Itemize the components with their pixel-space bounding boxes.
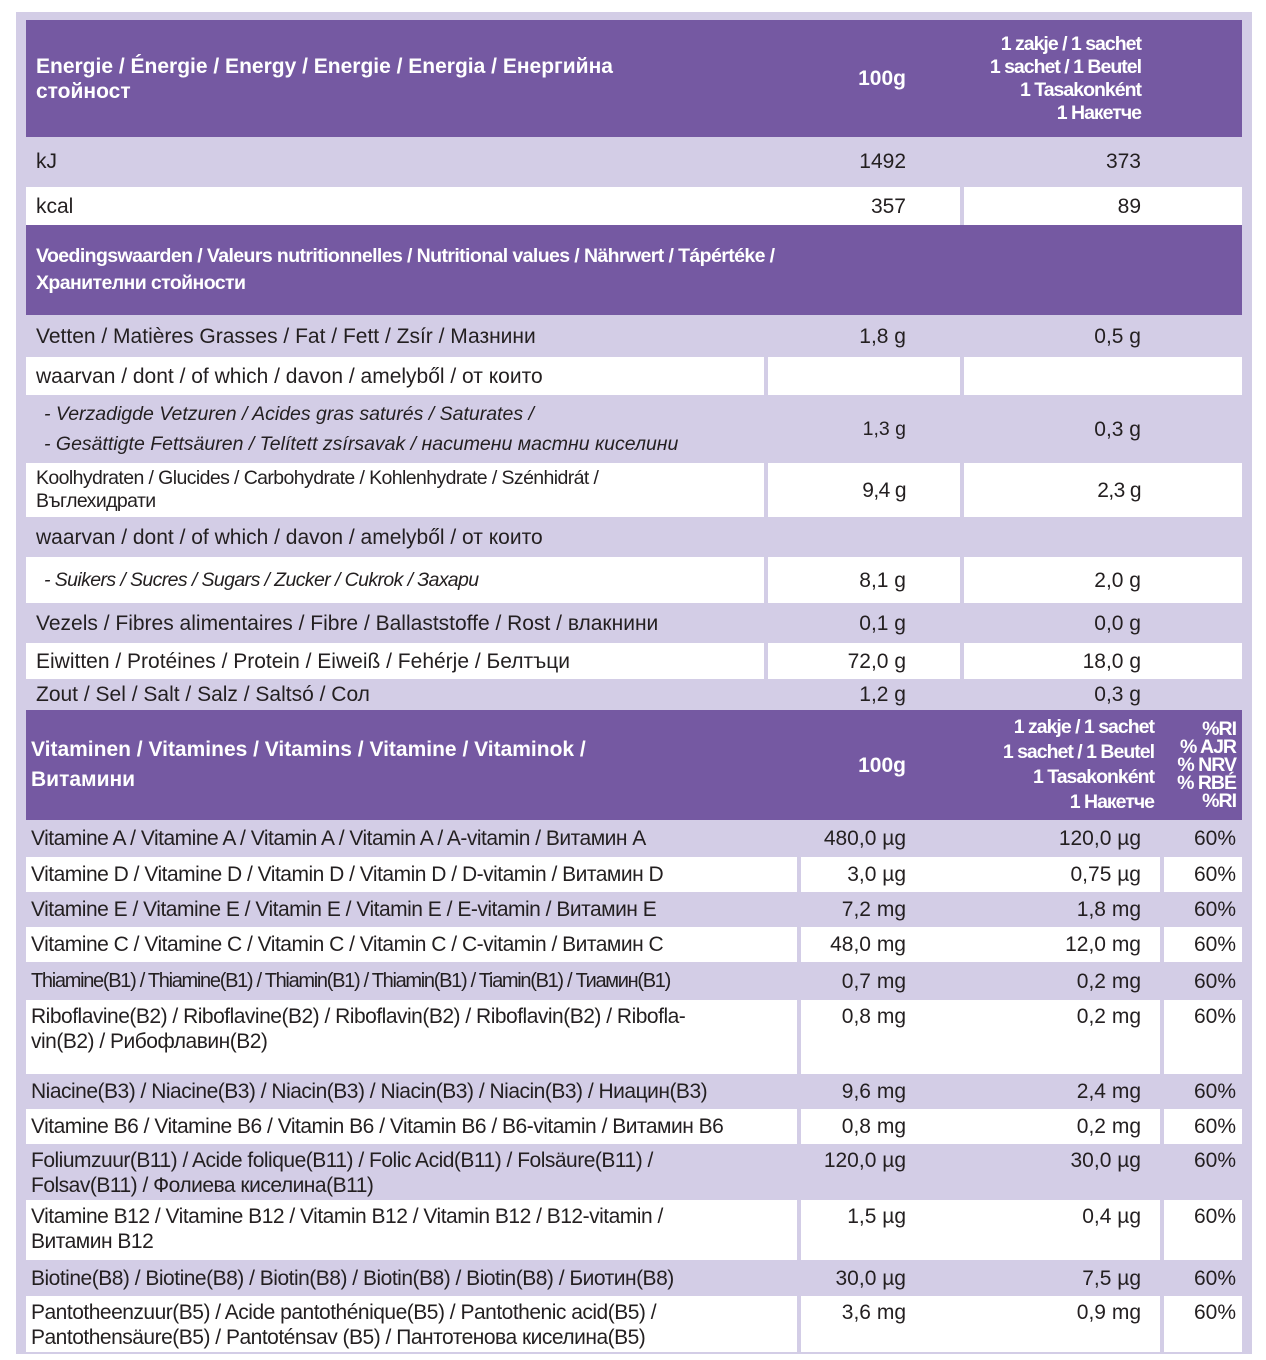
vitamins-col-sachet <box>926 710 1154 820</box>
vitamins-col-ri <box>1166 710 1236 820</box>
value-sachet: 18,0 g <box>1082 649 1141 673</box>
table-row <box>26 1000 1242 1074</box>
row-label-text: Vitamine D / Vitamine D / Vitamin D / Vitamin D / D-vitamin / Витамин D <box>31 863 664 886</box>
table-row <box>26 927 1242 962</box>
value-ri: 60% <box>1193 933 1236 956</box>
value-sachet: 373 <box>1105 149 1141 173</box>
value-100g: 0,8 mg <box>841 1005 906 1028</box>
value-sachet: 2,0 g <box>1094 568 1141 592</box>
table-row <box>26 1074 1242 1109</box>
ri-line-5: %RI <box>1202 790 1236 812</box>
table-row <box>26 315 1242 357</box>
table-row <box>26 679 1242 709</box>
row-label: Zout / Sel / Salt / Salz / Saltsó / Сол <box>36 682 370 706</box>
row-label <box>26 1144 796 1200</box>
ri-line-4: % RBÉ <box>1177 772 1236 794</box>
row-label-text: Vitamine B6 / Vitamine B6 / Vitamin B6 / Vitamin B6 / B6-vitamin / Витамин B6 <box>31 1115 724 1138</box>
row-label-line-2: Витамин B12 <box>31 1230 154 1253</box>
table-row <box>26 1200 1242 1260</box>
row-label-text: Vitamine E / Vitamine E / Vitamin E / Vitamin E / E-vitamin / Витамин E <box>31 898 657 921</box>
row-label <box>26 892 796 927</box>
value-sachet: 0,4 µg <box>1082 1205 1141 1228</box>
row-label-line-2: - Gesättigte Fettsäuren / Telített zsírsavak / наситени мастни киселини <box>44 433 679 455</box>
energy-header-label <box>26 20 726 137</box>
table-row <box>26 395 1242 463</box>
row-label-text: Biotine(B8) / Biotine(B8) / Biotin(B8) / Biotin(B8) / Biotin(B8) / Биотин(B8) <box>31 1266 674 1290</box>
nutrition-header-row <box>26 225 1242 315</box>
value-100g: 357 <box>870 194 906 218</box>
nutrition-table <box>16 12 1252 1354</box>
energy-header-text: Energie / Énergie / Energy / Energie / Energia / Енергийна стойност <box>36 54 613 103</box>
value-sachet: 1,8 mg <box>1076 898 1141 921</box>
table-row <box>26 517 1242 557</box>
row-label: waarvan / dont / of which / davon / amelyből / от които <box>36 364 543 388</box>
value-sachet: 7,5 µg <box>1082 1266 1141 1290</box>
row-label-line-1: Pantotheenzuur(B5) / Acide pantothénique(B5) / Pantothenic acid(B5) / <box>31 1301 657 1324</box>
value-100g: 3,6 mg <box>841 1301 906 1324</box>
row-label-text: Thiamine(B1) / Thiamine(B1) / Thiamin(B1) / Thiamin(B1) / Tiamin(B1) / Тиамин(B1) <box>31 969 670 992</box>
row-label <box>26 927 796 962</box>
row-label <box>26 1260 796 1296</box>
table-row <box>26 892 1242 927</box>
row-label: - Suikers / Sucres / Sugars / Zucker / Cukrok / Захари <box>44 568 479 591</box>
value-sachet: 0,3 g <box>1094 682 1141 706</box>
row-label-text: Vitamine A / Vitamine A / Vitamin A / Vitamin A / A-vitamin / Витамин A <box>31 827 646 850</box>
row-label: waarvan / dont / of which / davon / amelyből / от които <box>36 525 543 549</box>
nutrition-header-text: Voedingswaarden / Valeurs nutritionnelles / Nutritional values / Nährwert / Tápértéke / Хранителни стойности <box>36 245 775 294</box>
value-sachet: 120,0 µg <box>1058 827 1141 850</box>
value-ri: 60% <box>1193 898 1236 921</box>
row-label-line-1: Riboflavine(B2) / Riboflavine(B2) / Riboflavin(B2) / Riboflavin(B2) / Ribofla- <box>31 1005 686 1028</box>
value-sachet: 12,0 mg <box>1065 933 1141 956</box>
vitamins-col-100g <box>776 710 906 820</box>
vitamins-header-row <box>26 710 1242 820</box>
sachet-line-4: 1 Накетче <box>1056 101 1141 124</box>
energy-col-100g <box>776 20 906 137</box>
row-label-text: Niacine(B3) / Niacine(B3) / Niacin(B3) / Niacin(B3) / Niacin(B3) / Ниацин(B3) <box>31 1080 708 1103</box>
table-row <box>26 962 1242 1000</box>
value-sachet: 0,2 mg <box>1076 1005 1141 1028</box>
value-sachet: 0,9 mg <box>1076 1301 1141 1324</box>
row-label <box>26 820 796 857</box>
value-ri: 60% <box>1193 1149 1236 1172</box>
table-row <box>26 1296 1242 1352</box>
row-label <box>26 1074 796 1109</box>
energy-col-sachet <box>926 20 1141 137</box>
value-100g: 7,2 mg <box>841 898 906 921</box>
sachet-line-3: 1 Tasakonként <box>1032 766 1154 788</box>
energy-header-row <box>26 20 1242 137</box>
value-ri: 60% <box>1193 1205 1236 1228</box>
value-100g: 48,0 mg <box>830 933 906 956</box>
row-label <box>26 1296 796 1352</box>
row-label <box>26 1200 796 1260</box>
table-row <box>26 357 1242 395</box>
value-sachet: 2,4 mg <box>1076 1080 1141 1103</box>
row-label: Vetten / Matières Grasses / Fat / Fett / Zsír / Мазнини <box>36 324 536 348</box>
sachet-line-4: 1 Накетче <box>1069 791 1154 813</box>
value-100g: 1492 <box>859 149 906 173</box>
table-row <box>26 1260 1242 1296</box>
value-ri: 60% <box>1193 1301 1236 1324</box>
sachet-line-1: 1 zakje / 1 sachet <box>1000 32 1141 55</box>
row-label-line-1: Koolhydraten / Glucides / Carbohydrate / Kohlenhydrate / Szénhidrát / <box>36 467 599 489</box>
ri-line-3: % NRV <box>1177 754 1236 776</box>
row-label-line-1: Vitamine B12 / Vitamine B12 / Vitamin B12 / Vitamin B12 / B12-vitamin / <box>31 1205 663 1228</box>
row-label-line-2: Въглехидрати <box>36 490 156 512</box>
row-label <box>26 463 766 517</box>
value-sachet: 2,3 g <box>1097 478 1141 502</box>
value-100g: 1,3 g <box>862 417 906 440</box>
value-ri: 60% <box>1193 969 1236 993</box>
value-100g: 30,0 µg <box>835 1266 906 1290</box>
value-100g: 8,1 g <box>859 568 906 592</box>
value-100g: 3,0 µg <box>847 863 906 886</box>
row-label-line-2: vin(B2) / Рибофлавин(B2) <box>31 1030 268 1053</box>
value-100g: 120,0 µg <box>823 1149 906 1172</box>
row-label: Eiwitten / Protéines / Protein / Eiweiß / Fehérje / Белтъци <box>36 649 571 673</box>
value-sachet: 0,3 g <box>1094 417 1141 441</box>
value-sachet: 0,75 µg <box>1070 863 1141 886</box>
table-row <box>26 137 1242 185</box>
nutrition-header-label <box>26 225 786 315</box>
value-100g: 0,1 g <box>859 611 906 635</box>
value-ri: 60% <box>1193 1080 1236 1103</box>
table-row <box>26 603 1242 643</box>
table-row <box>26 820 1242 857</box>
table-row <box>26 187 1242 225</box>
ri-line-1: %RI <box>1202 718 1236 740</box>
row-label <box>26 857 796 892</box>
value-sachet: 0,5 g <box>1094 324 1141 348</box>
vitamins-header-label <box>26 710 726 820</box>
sachet-line-1: 1 zakje / 1 sachet <box>1013 716 1154 738</box>
table-row <box>26 857 1242 892</box>
value-100g: 1,2 g <box>859 682 906 706</box>
value-sachet: 30,0 µg <box>1070 1149 1141 1172</box>
value-ri: 60% <box>1193 863 1236 886</box>
value-100g: 0,7 mg <box>841 969 906 993</box>
row-label-text: Vitamine C / Vitamine C / Vitamin C / Vitamin C / C-vitamin / Витамин C <box>31 933 664 956</box>
value-ri: 60% <box>1193 1266 1236 1290</box>
energy-col-100g-text: 100g <box>858 67 906 90</box>
value-ri: 60% <box>1193 1115 1236 1138</box>
value-100g: 0,8 mg <box>841 1115 906 1138</box>
row-label-line-2: Folsav(B11) / Фолиева киселина(B11) <box>31 1174 374 1197</box>
table-row <box>26 557 1242 603</box>
row-label-line-1: - Verzadigde Vetzuren / Acides gras saturés / Saturates / <box>44 403 534 425</box>
value-100g: 72,0 g <box>847 649 906 673</box>
value-100g: 9,6 mg <box>841 1080 906 1103</box>
value-ri: 60% <box>1193 1005 1236 1028</box>
row-label <box>26 1109 796 1144</box>
sachet-line-2: 1 sachet / 1 Beutel <box>989 55 1141 78</box>
row-label <box>26 395 766 463</box>
sachet-line-2: 1 sachet / 1 Beutel <box>1002 741 1154 763</box>
value-100g: 1,5 µg <box>847 1205 906 1228</box>
value-sachet: 0,2 mg <box>1076 969 1141 993</box>
row-label-line-1: Foliumzuur(B11) / Acide folique(B11) / Folic Acid(B11) / Folsäure(B11) / <box>31 1149 653 1172</box>
value-sachet: 0,0 g <box>1094 611 1141 635</box>
value-sachet: 0,2 mg <box>1076 1115 1141 1138</box>
row-label <box>26 1000 796 1074</box>
value-100g: 1,8 g <box>859 324 906 348</box>
sachet-line-3: 1 Tasakonként <box>1019 78 1141 101</box>
vitamins-header-text: Vitaminen / Vitamines / Vitamins / Vitamine / Vitaminok / Витамини <box>31 738 586 791</box>
row-label-line-2: Pantothensäure(B5) / Pantoténsav (B5) / Пантотенова киселина(B5) <box>31 1326 646 1349</box>
value-100g: 9,4 g <box>862 478 906 502</box>
row-label: kcal <box>36 194 74 218</box>
table-row <box>26 463 1242 517</box>
row-label <box>26 962 796 1000</box>
row-label: kJ <box>36 149 57 173</box>
table-row <box>26 643 1242 679</box>
vitamins-col-100g-text: 100g <box>858 753 906 777</box>
table-row <box>26 1144 1242 1200</box>
ri-line-2: % AJR <box>1179 736 1236 758</box>
row-label: Vezels / Fibres alimentaires / Fibre / Ballaststoffe / Rost / влакнини <box>36 611 659 635</box>
value-sachet: 89 <box>1117 194 1141 218</box>
value-100g: 480,0 µg <box>823 827 906 850</box>
table-row <box>26 1109 1242 1144</box>
value-ri: 60% <box>1193 827 1236 850</box>
